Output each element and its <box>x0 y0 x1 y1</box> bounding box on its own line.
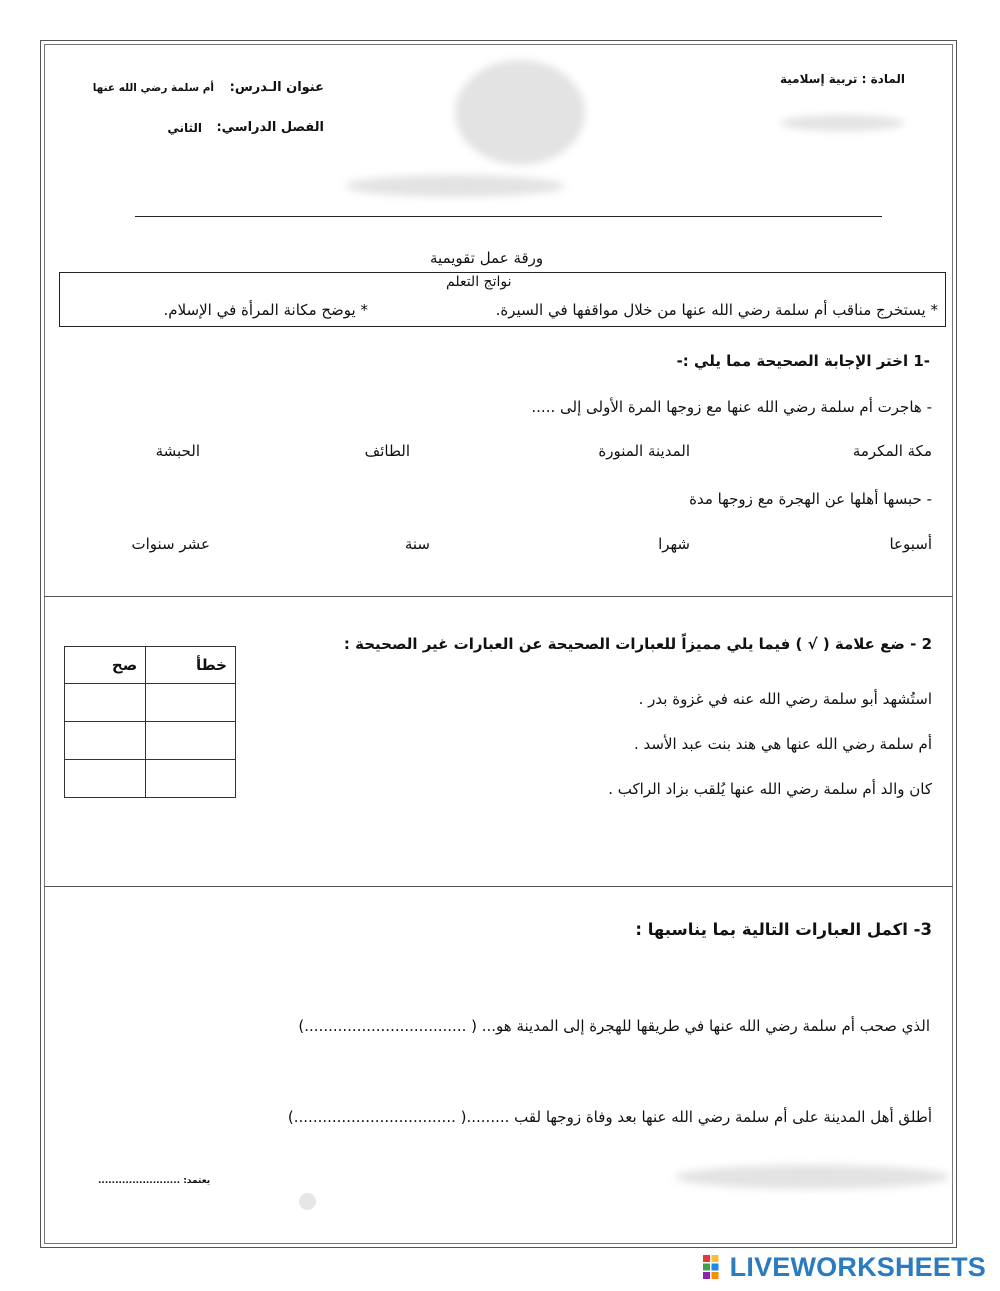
redacted-signature <box>675 1165 950 1189</box>
q1-1-option-a[interactable]: مكة المكرمة <box>852 442 932 460</box>
liveworksheets-logo-text: LIVEWORKSHEETS <box>729 1251 986 1282</box>
table-row <box>65 684 236 722</box>
answer-cell-true-2[interactable] <box>65 722 146 760</box>
q1-2-option-d[interactable]: عشر سنوات <box>131 535 210 553</box>
worksheet-title: ورقة عمل تقويمية <box>430 249 544 267</box>
answer-cell-false-1[interactable] <box>146 684 236 722</box>
learning-outcome-1: * يستخرج مناقب أم سلمة رضي الله عنها من خلال مواقفها في السيرة. <box>495 301 938 319</box>
q2-statement-3: كان والد أم سلمة رضي الله عنها يُلقب بزاد الراكب . <box>608 780 932 798</box>
liveworksheets-logo-icon <box>702 1254 728 1280</box>
redacted-school-name <box>345 175 565 197</box>
liveworksheets-logo <box>702 1252 986 1282</box>
q1-2-option-b[interactable]: شهرا <box>658 535 690 553</box>
lesson-value: أم سلمة رضي الله عنها <box>92 82 214 94</box>
true-false-table <box>64 646 236 798</box>
q1-2-option-a[interactable]: أسبوعا <box>889 535 932 553</box>
q2-statement-2: أم سلمة رضي الله عنها هي هند بنت عبد الأسد . <box>633 735 932 753</box>
col-true-header: صح <box>65 647 146 684</box>
answer-cell-false-3[interactable] <box>146 760 236 798</box>
answer-cell-true-3[interactable] <box>65 760 146 798</box>
redacted-logo <box>455 60 585 165</box>
subject-label: المادة : تربية إسلامية <box>779 72 905 86</box>
answer-cell-false-2[interactable] <box>146 722 236 760</box>
col-false-header: خطأ <box>146 647 236 684</box>
table-row <box>65 760 236 798</box>
q3-title: 3- اكمل العبارات التالية بما يناسبها : <box>635 920 932 939</box>
q1-1-option-d[interactable]: الحبشة <box>155 442 200 460</box>
redacted-teacher-name <box>780 115 905 131</box>
approval-line: يعتمد: ........................ <box>98 1176 211 1186</box>
q1-title: -1 اختر الإجابة الصحيحة مما يلي :- <box>676 352 930 370</box>
semester-label: الفصل الدراسي: <box>216 120 324 135</box>
q1-question-1: - هاجرت أم سلمة رضي الله عنها مع زوجها المرة الأولى إلى ..... <box>531 398 932 416</box>
q1-2-option-c[interactable]: سنة <box>404 535 430 553</box>
q3-item-2: أطلق أهل المدينة على أم سلمة رضي الله عنها بعد وفاة زوجها لقب .........( ..................................) <box>287 1108 932 1126</box>
header-divider <box>135 216 882 217</box>
table-row <box>65 722 236 760</box>
q2-statement-1: استُشهد أبو سلمة رضي الله عنه في غزوة بدر . <box>638 690 932 708</box>
q1-1-option-b[interactable]: المدينة المنورة <box>598 442 690 460</box>
section-divider-1 <box>44 596 953 597</box>
q1-question-2: - حبسها أهلها عن الهجرة مع زوجها مدة <box>689 490 932 508</box>
learning-outcomes-title: نواتج التعلم <box>446 274 512 290</box>
learning-outcome-2: * يوضح مكانة المرأة في الإسلام. <box>163 301 368 319</box>
answer-cell-true-1[interactable] <box>65 684 146 722</box>
q1-1-option-c[interactable]: الطائف <box>364 442 410 460</box>
q3-item-1: الذي صحب أم سلمة رضي الله عنها في طريقها للهجرة إلى المدينة هو... ( ..................................) <box>298 1017 930 1035</box>
semester-value: الثاني <box>167 121 202 135</box>
lesson-label: عنوان الـدرس: <box>229 80 324 95</box>
section-divider-2 <box>44 886 953 887</box>
q2-title: 2 - ضع علامة ( √ ) فيما يلي مميزاً للعبارات الصحيحة عن العبارات غير الصحيحة : <box>343 635 932 653</box>
decorative-dot <box>299 1193 316 1210</box>
